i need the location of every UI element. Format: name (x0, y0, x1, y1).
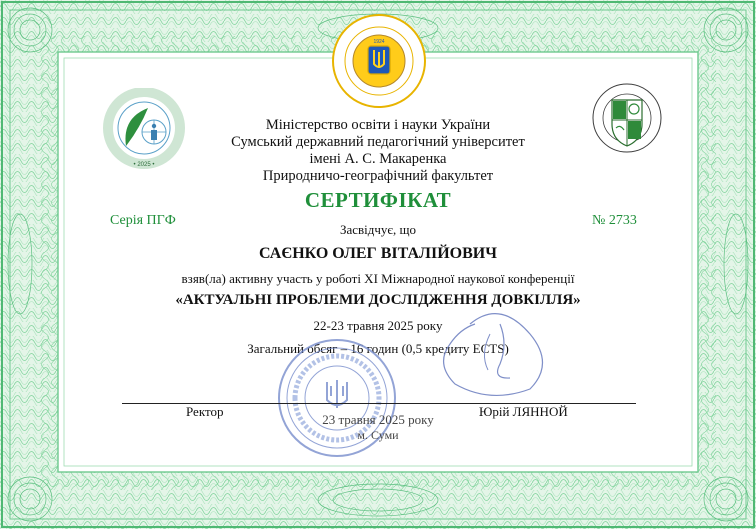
issue-date: 23 травня 2025 року (322, 412, 434, 427)
trident-emblem-icon (330, 12, 428, 110)
svg-text:1924: 1924 (373, 39, 385, 45)
series-label: Серія ПГФ (110, 213, 176, 228)
hours-text: Загальний обсяг – 16 годин (0,5 кредиту ECTS) (247, 341, 509, 356)
recipient-name: САЄНКО ОЛЕГ ВІТАЛІЙОВИЧ (259, 245, 497, 262)
rector-name: Юрій ЛЯННОЙ (479, 404, 568, 419)
rector-label: Ректор (186, 404, 224, 419)
svg-text:• 2025 •: • 2025 • (133, 162, 155, 168)
signature-scribble (430, 304, 560, 404)
certificate-title: СЕРТИФІКАТ (304, 188, 452, 212)
certifies-text: Засвідчує, що (339, 222, 417, 237)
university-line: Сумський державний педагогічний університет (231, 134, 525, 150)
named-after-line: імені А. С. Макаренка (309, 151, 447, 167)
ministry-line: Міністерство освіти і науки України (265, 117, 491, 133)
conference-dates: 22-23 травня 2025 року (313, 318, 443, 333)
certificate-number: № 2733 (592, 213, 637, 228)
faculty-line: Природничо-географічний факультет (262, 168, 494, 184)
conference-name: «АКТУАЛЬНІ ПРОБЛЕМИ ДОСЛІДЖЕННЯ ДОВКІЛЛЯ» (175, 292, 581, 308)
issue-city: м. Суми (357, 428, 399, 442)
participation-text: взяв(ла) активну участь у роботі XI Міжнародної наукової конференції (181, 271, 575, 286)
